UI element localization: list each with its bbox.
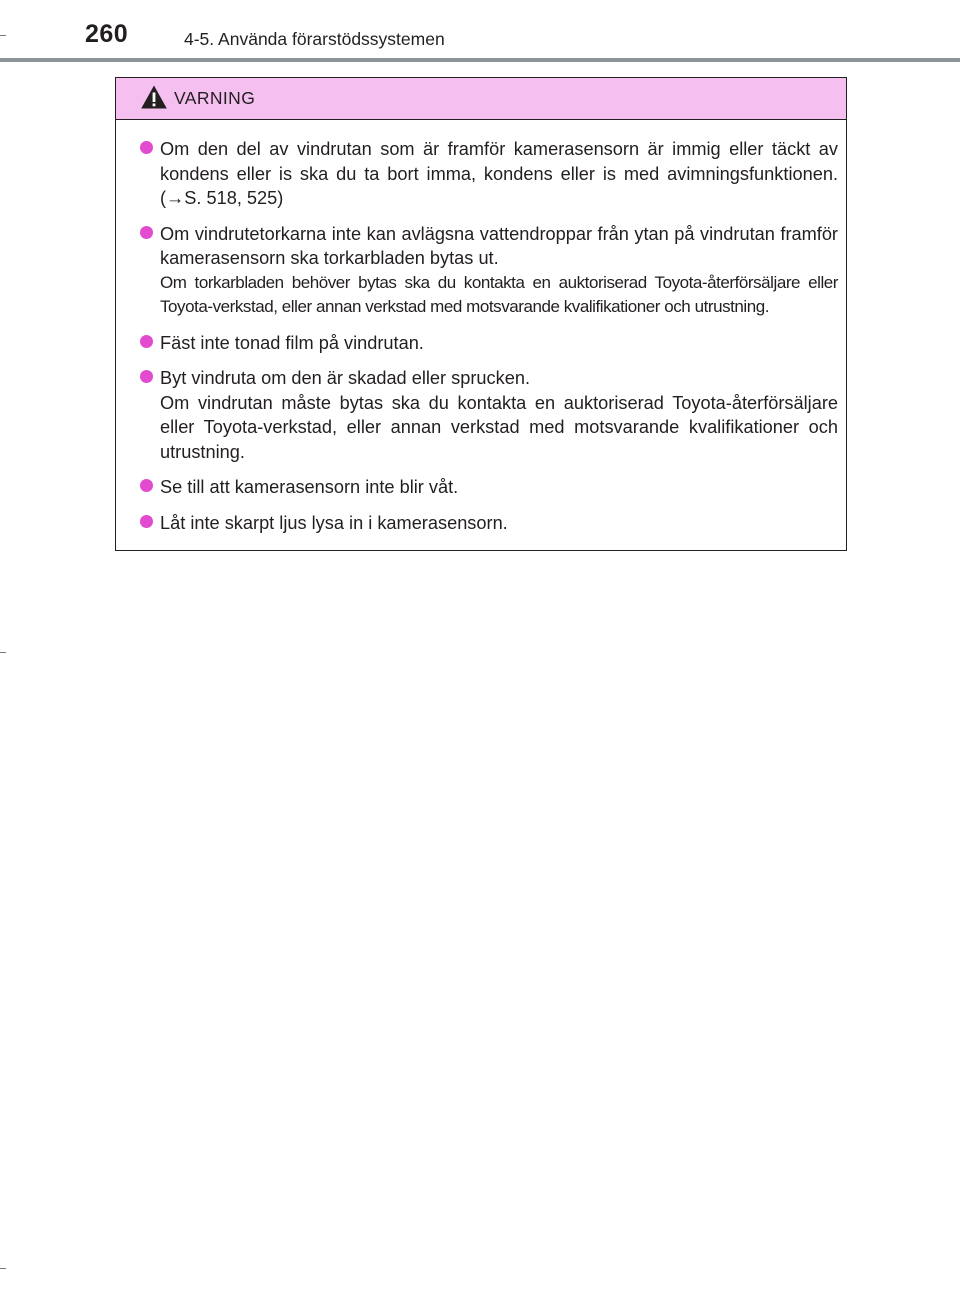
bullet-icon: [140, 515, 153, 528]
bullet-icon: [140, 335, 153, 348]
warning-item-text: Om vindrutetorkarna inte kan avlägsna vattendroppar från ytan på vindrutan framför kamerasensorn ska torkarbladen bytas ut.: [160, 223, 838, 268]
warning-item: [138, 475, 838, 500]
warning-item-subtext: Om vindrutan måste bytas ska du kontakta en auktoriserad Toyota-återförsäljare eller Toyota-verkstad, eller annan verkstad med motsvarande kvalifikationer och utrustning.: [160, 392, 838, 462]
warning-label: VARNING: [174, 88, 256, 108]
warning-item-text: Låt inte skarpt ljus lysa in i kamerasensorn.: [160, 512, 508, 533]
warning-box: [115, 77, 847, 551]
page-number: 260: [85, 20, 129, 48]
warning-item: [138, 222, 838, 320]
warning-item: [138, 511, 838, 536]
warning-item-text: Om den del av vindrutan som är framför kamerasensorn är immig eller täckt av kondens eller is ska du ta bort imma, kondens eller is med avimningsfunktionen. (→S. 518, 525): [160, 139, 838, 208]
bullet-icon: [140, 479, 153, 492]
warning-item: [138, 331, 838, 356]
warning-item-text: Byt vindruta om den är skadad eller sprucken.: [160, 368, 531, 388]
warning-header: [116, 78, 846, 120]
header-rule: [0, 58, 960, 62]
warning-item-text: Fäst inte tonad film på vindrutan.: [160, 332, 424, 353]
page-header: [0, 0, 960, 62]
warning-triangle-icon: [140, 84, 168, 110]
warning-item: [138, 137, 838, 211]
bullet-icon: [140, 370, 153, 383]
warning-item: [138, 366, 838, 464]
warning-body: [116, 120, 846, 535]
bullet-icon: [140, 141, 153, 154]
crop-mark: [0, 1268, 6, 1269]
crop-mark: [0, 652, 6, 653]
bullet-icon: [140, 226, 153, 239]
warning-item-text: Se till att kamerasensorn inte blir våt.: [160, 477, 459, 497]
warning-item-subtext: Om torkarbladen behöver bytas ska du kontakta en auktoriserad Toyota-återförsäljare eller Toyota-verkstad, eller annan verkstad med motsvarande kvalifikationer och utrustning.: [160, 272, 838, 316]
section-title: 4-5. Använda förarstödssystemen: [184, 29, 445, 49]
